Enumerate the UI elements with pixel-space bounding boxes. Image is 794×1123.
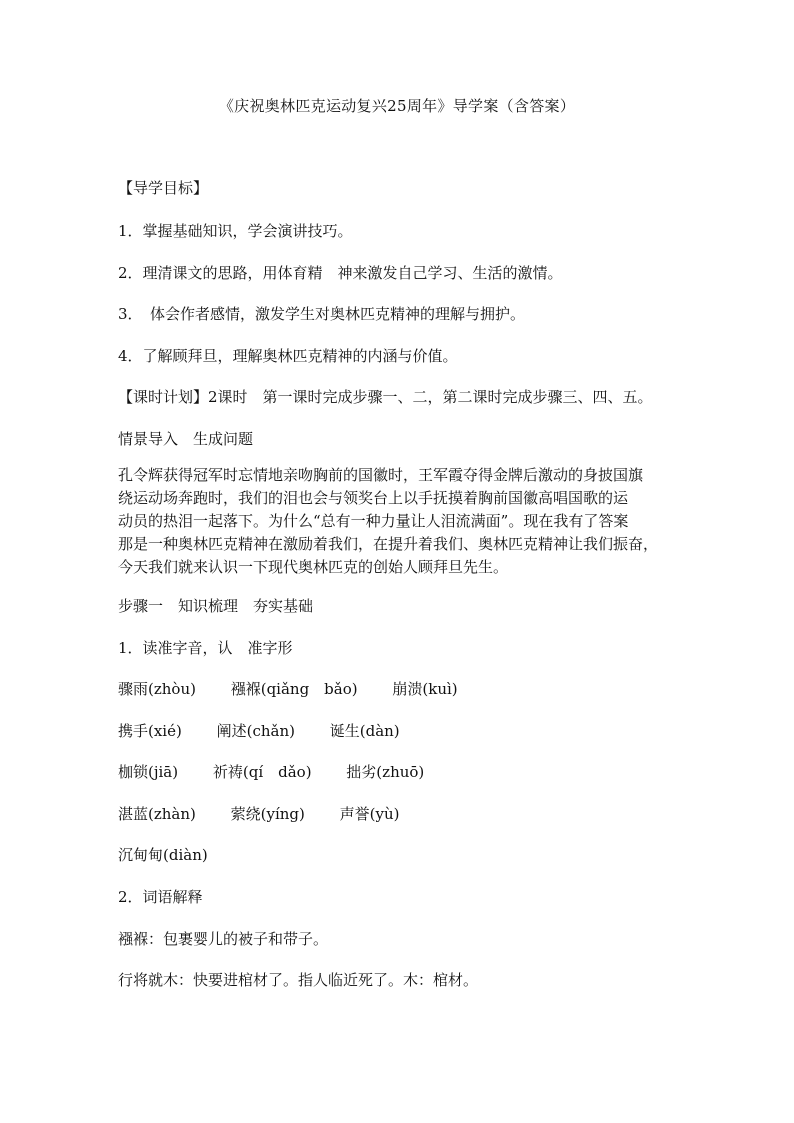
definition-item: 襁褓：包裹婴儿的被子和带子。 <box>118 930 329 948</box>
step1-heading: 步骤一 知识梳理 夯实基础 <box>118 597 314 615</box>
intro-line: 今天我们就来认识一下现代奥林匹克的创始人顾拜旦先生。 <box>118 558 509 576</box>
goals-heading: 【导学目标】 <box>118 179 209 197</box>
intro-paragraph <box>118 464 683 579</box>
goal-item-4: 4．了解顾拜旦，理解奥林匹克精神的内涵与价值。 <box>118 347 458 365</box>
pronunciation-row: 沉甸甸(diàn) <box>118 846 208 864</box>
intro-line: 那是一种奥林匹克精神在激励着我们，在提升着我们、奥林匹克精神让我们振奋， <box>118 535 659 553</box>
intro-line: 动员的热泪一起落下。为什么“总有一种力量让人泪流满面”。现在我有了答案 <box>118 512 629 530</box>
definition-item: 行将就木：快要进棺材了。指人临近死了。木：棺材。 <box>118 971 479 989</box>
goal-item-1: 1．掌握基础知识，学会演讲技巧。 <box>118 222 353 240</box>
pronunciation-row: 携手(xié) 阐述(chǎn) 诞生(dàn) <box>118 722 400 740</box>
intro-heading: 情景导入 生成问题 <box>118 430 254 448</box>
pronunciation-row: 骤雨(zhòu) 襁褓(qiǎng bǎo) 崩溃(kuì) <box>118 680 458 698</box>
pronunciation-row: 湛蓝(zhàn) 萦绕(yíng) 声誉(yù) <box>118 805 400 823</box>
pronunciation-row: 枷锁(jiā) 祈祷(qí dǎo) 拙劣(zhuō) <box>118 763 425 781</box>
intro-line: 孔令辉获得冠军时忘情地亲吻胸前的国徽时，王军霞夺得金牌后激动的身披国旗 <box>118 466 644 484</box>
step1-sub1: 1．读准字音，认 准字形 <box>118 639 293 657</box>
page-title: 《庆祝奥林匹克运动复兴25周年》导学案（含答案） <box>218 97 576 115</box>
step1-sub2: 2．词语解释 <box>118 888 203 906</box>
goal-item-3: 3． 体会作者感情，激发学生对奥林匹克精神的理解与拥护。 <box>118 305 526 323</box>
intro-line: 绕运动场奔跑时，我们的泪也会与领奖台上以手抚摸着胸前国徽高唱国歌的运 <box>118 489 629 507</box>
goal-item-2: 2．理清课文的思路，用体育精 神来激发自己学习、生活的激情。 <box>118 264 563 282</box>
lesson-plan: 【课时计划】2课时 第一课时完成步骤一、二，第二课时完成步骤三、四、五。 <box>118 388 653 406</box>
